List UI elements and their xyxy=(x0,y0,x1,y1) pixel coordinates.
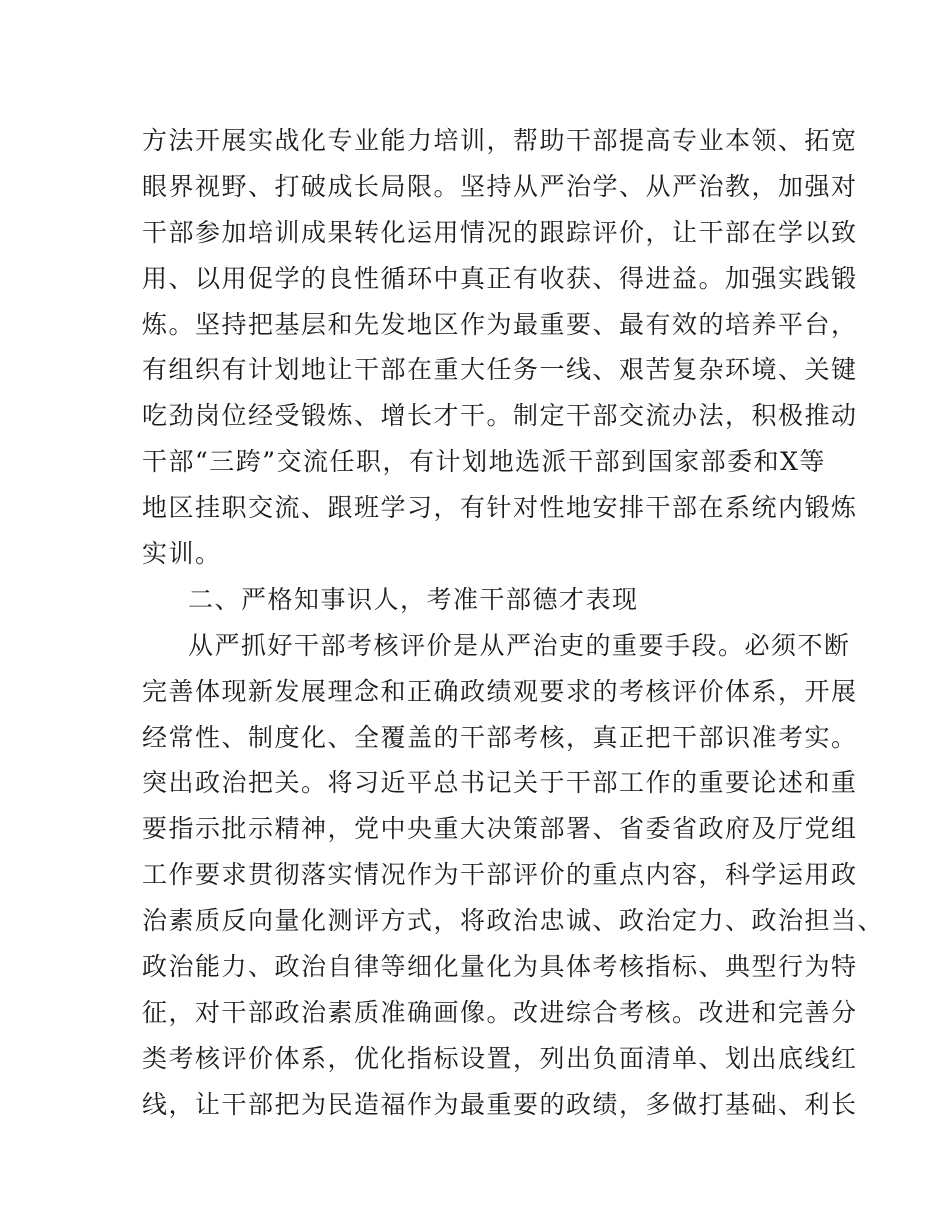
text-line: 政治能力、政治自律等细化量化为具体考核指标、典型行为特 xyxy=(142,952,858,982)
body-text xyxy=(142,118,885,1128)
text-line: 实训。 xyxy=(142,539,222,569)
text-line: 用、以用促学的良性循环中真正有收获、得进益。加强实践锻 xyxy=(142,263,858,293)
text-line: 方法开展实战化专业能力培训，帮助干部提高专业本领、拓宽 xyxy=(142,126,858,155)
text-line: 眼界视野、打破成长局限。坚持从严治学、从严治教，加强对 xyxy=(142,171,858,201)
text-line: 工作要求贯彻落实情况作为干部评价的重点内容，科学运用政 xyxy=(142,860,858,890)
text-line: 征，对干部政治素质准确画像。改进综合考核。改进和完善分 xyxy=(142,997,858,1027)
text-line: 要指示批示精神，党中央重大决策部署、省委省政府及厅党组 xyxy=(142,814,858,844)
paragraph-first-line: 从严抓好干部考核评价是从严治吏的重要手段。必须不断 xyxy=(188,630,851,660)
text-line: 炼。坚持把基层和先发地区作为最重要、最有效的培养平台， xyxy=(142,309,858,339)
text-line: 治素质反向量化测评方式，将政治忠诚、政治定力、政治担当、 xyxy=(142,906,885,936)
text-line: 地区挂职交流、跟班学习，有针对性地安排干部在系统内锻炼 xyxy=(142,493,858,523)
text-line: 线，让干部把为民造福作为最重要的政绩，多做打基础、利长 xyxy=(142,1089,858,1119)
text-line: 干部参加培训成果转化运用情况的跟踪评价，让干部在学以致 xyxy=(142,217,858,247)
text-line: 吃劲岗位经受锻炼、增长才干。制定干部交流办法，积极推动 xyxy=(142,401,858,431)
text-line: 干部“三跨”交流任职，有计划地选派干部到国家部委和X等 xyxy=(142,447,826,477)
text-line: 经常性、制度化、全覆盖的干部考核，真正把干部识准考实。 xyxy=(142,722,858,752)
text-line: 突出政治把关。将习近平总书记关于干部工作的重要论述和重 xyxy=(142,768,858,798)
section-heading: 二、严格知事识人，考准干部德才表现 xyxy=(188,584,639,614)
text-line: 完善体现新发展理念和正确政绩观要求的考核评价体系，开展 xyxy=(142,676,858,706)
text-line: 有组织有计划地让干部在重大任务一线、艰苦复杂环境、关键 xyxy=(142,355,858,385)
text-line: 类考核评价体系，优化指标设置，列出负面清单、划出底线红 xyxy=(142,1043,858,1073)
